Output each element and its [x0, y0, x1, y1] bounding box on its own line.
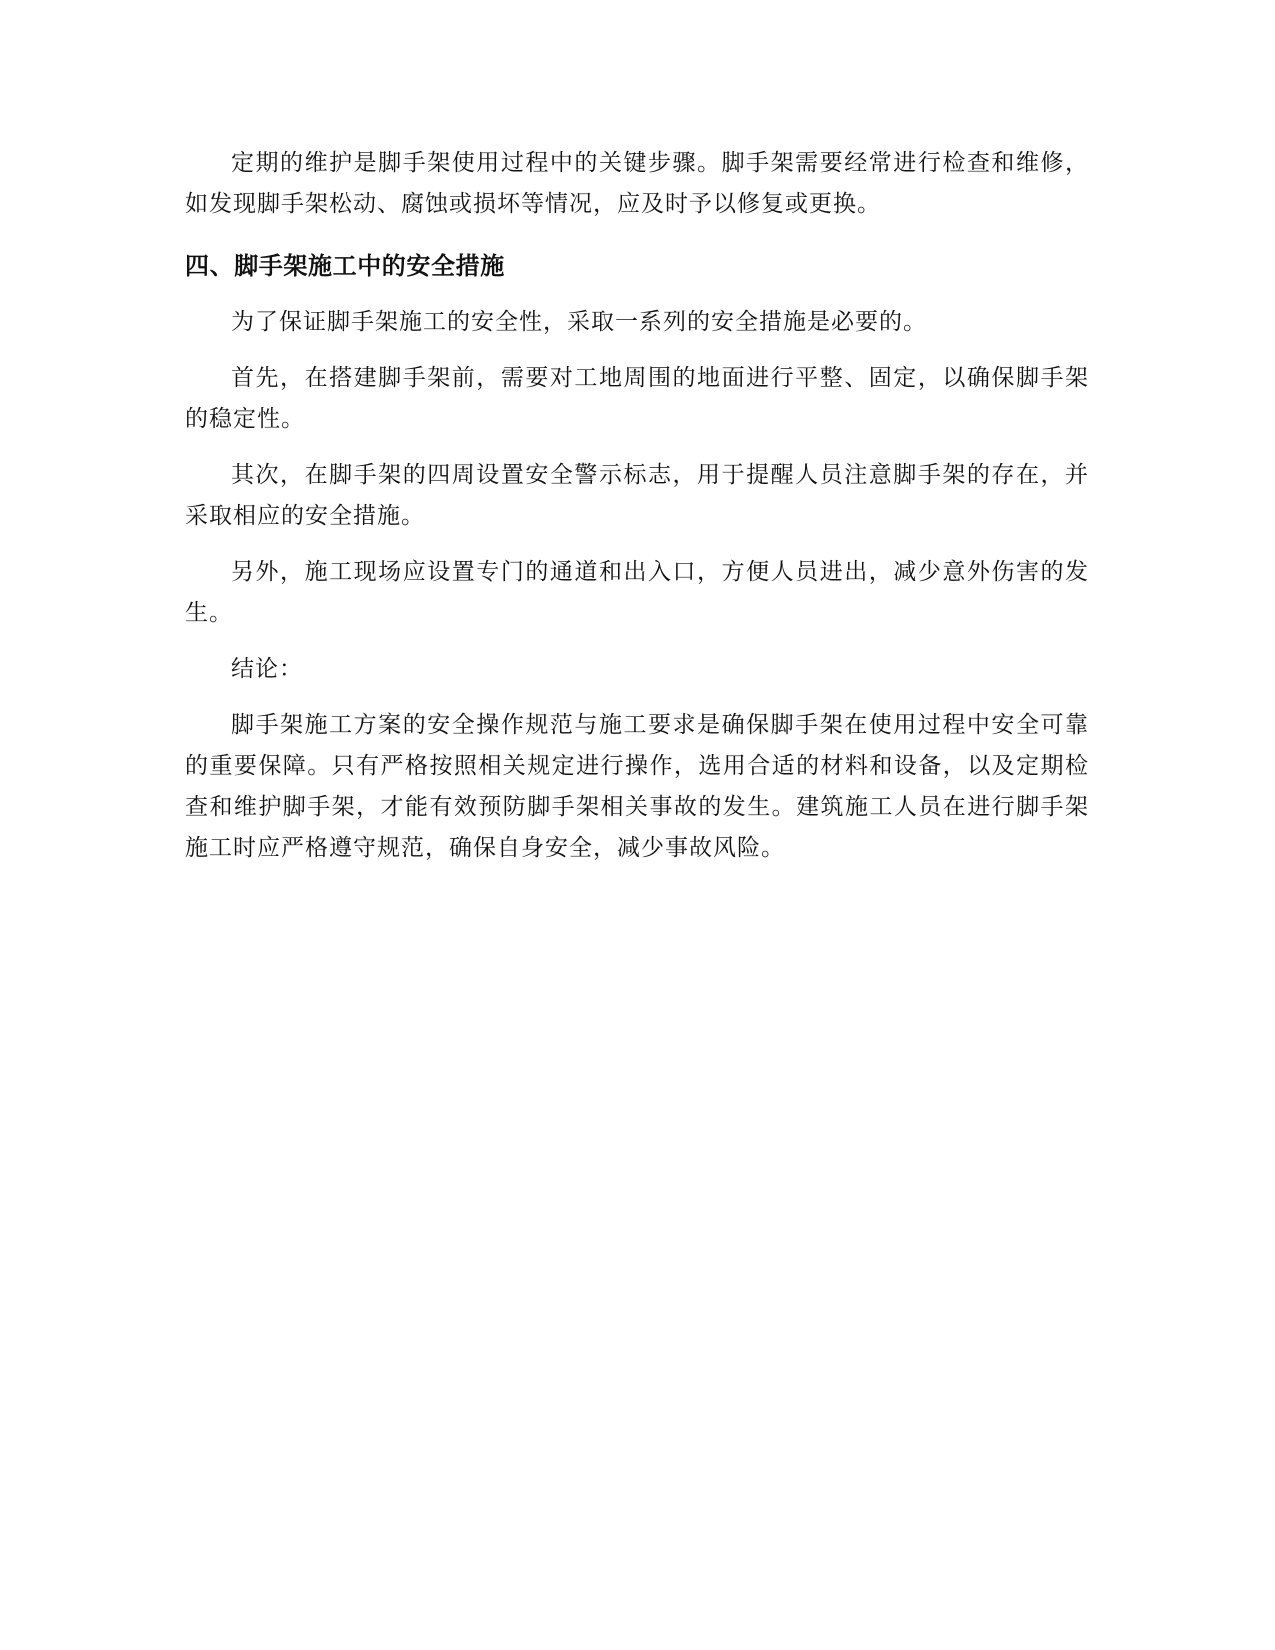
ground-leveling-paragraph: 首先，在搭建脚手架前，需要对工地周围的地面进行平整、固定，以确保脚手架的稳定性。 — [185, 365, 1089, 432]
section-heading: 四、脚手架施工中的安全措施 — [185, 252, 505, 280]
conclusion-label: 结论： — [231, 656, 303, 682]
conclusion-paragraph: 脚手架施工方案的安全操作规范与施工要求是确保脚手架在使用过程中安全可靠的重要保障。只有严格按照相关规定进行操作，选用合适的材料和设备，以及定期检查和维护脚手架，才能有效预防脚手架相关事故的发生。建筑施工人员在进行脚手架施工时应严格遵守规范，确保自身安全，减少事故风险。 — [185, 712, 1089, 861]
warning-signs-paragraph: 其次，在脚手架的四周设置安全警示标志，用于提醒人员注意脚手架的存在，并采取相应的安全措施。 — [185, 462, 1089, 529]
access-passage-paragraph: 另外，施工现场应设置专门的通道和出入口，方便人员进出，减少意外伤害的发生。 — [185, 559, 1089, 626]
safety-intro-paragraph: 为了保证脚手架施工的安全性，采取一系列的安全措施是必要的。 — [231, 309, 927, 335]
maintenance-paragraph: 定期的维护是脚手架使用过程中的关键步骤。脚手架需要经常进行检查和维修，如发现脚手架松动、腐蚀或损坏等情况，应及时予以修复或更换。 — [185, 150, 1089, 217]
document-page — [185, 143, 1089, 869]
